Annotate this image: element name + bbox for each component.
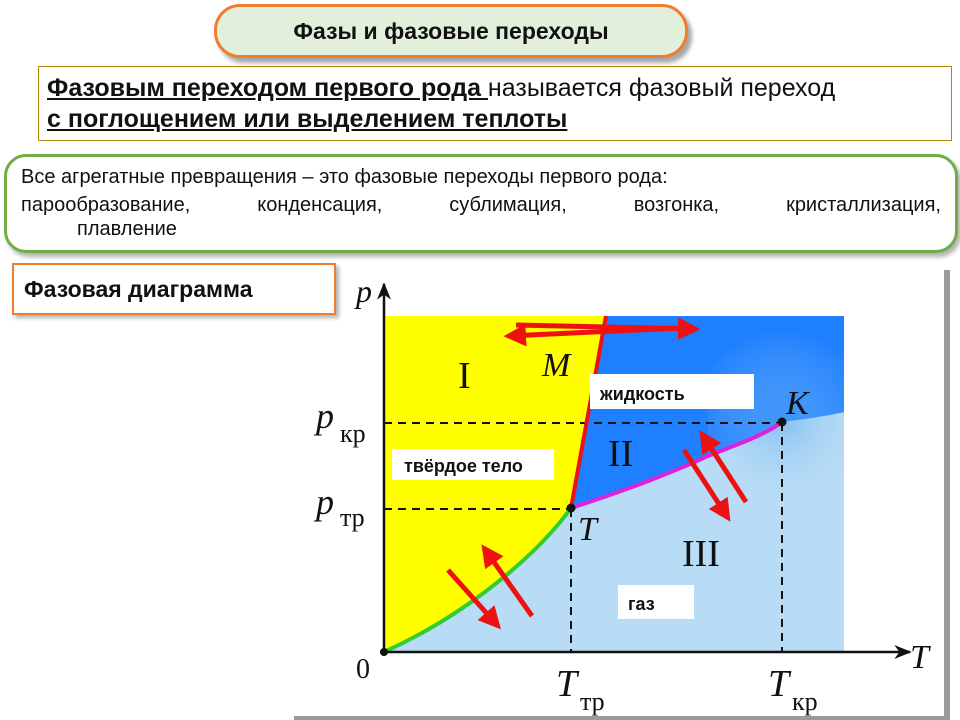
liquid-label: жидкость <box>600 384 685 404</box>
definition-emphasis: с поглощением или выделением теплоты <box>47 105 568 133</box>
region-1-label: I <box>458 355 471 397</box>
t-tr-main: T <box>556 663 578 705</box>
process-item: парообразование, <box>21 194 191 216</box>
t-axis-label: T <box>910 639 929 676</box>
process-item: кристаллизация, <box>786 194 941 216</box>
process-item: сублимация, <box>449 194 567 216</box>
t-tr-sub: тр <box>580 687 605 716</box>
region-2-label: II <box>608 433 634 475</box>
p-tr-label <box>313 482 365 532</box>
info-box <box>4 154 958 253</box>
t-tr-label <box>556 663 605 716</box>
t-kr-main: T <box>768 663 790 705</box>
p-axis-label: p <box>356 273 372 309</box>
definition-line-2 <box>47 104 943 135</box>
phase-diagram-frame <box>288 264 944 716</box>
solid-label: твёрдое тело <box>404 456 523 476</box>
t-kr-sub: кр <box>792 687 818 716</box>
process-item: конденсация, <box>257 194 383 216</box>
definition-rest: называется фазовый переход <box>487 74 836 102</box>
definition-box <box>38 66 952 141</box>
gas-label: газ <box>628 594 655 614</box>
point-m-label: M <box>542 347 571 384</box>
p-kr-label <box>313 396 366 448</box>
t-kr-label <box>768 663 818 716</box>
info-line-1: Все агрегатные превращения – это фазовые переходы первого рода: <box>21 166 668 188</box>
definition-term: Фазовым переходом первого рода <box>47 74 488 102</box>
p-kr-main: p <box>316 396 334 436</box>
process-item-last: плавление <box>77 218 177 240</box>
region-3-label: III <box>682 533 720 575</box>
p-kr-sub: кр <box>340 419 366 448</box>
p-tr-sub: тр <box>340 503 365 532</box>
process-item: возгонка, <box>633 194 720 216</box>
slide-title <box>214 4 688 58</box>
point-t-label: T <box>578 511 597 548</box>
origin-label: 0 <box>356 654 370 685</box>
diagram-title-box <box>12 263 336 315</box>
phase-diagram <box>288 264 944 716</box>
diagram-title: Фазовая диаграмма <box>24 275 253 302</box>
triple-point <box>567 504 576 513</box>
slide-title-text: Фазы и фазовые переходы <box>293 17 609 44</box>
definition-line-1 <box>47 73 943 104</box>
p-tr-main: p <box>316 482 334 522</box>
point-k-label: K <box>786 385 809 422</box>
